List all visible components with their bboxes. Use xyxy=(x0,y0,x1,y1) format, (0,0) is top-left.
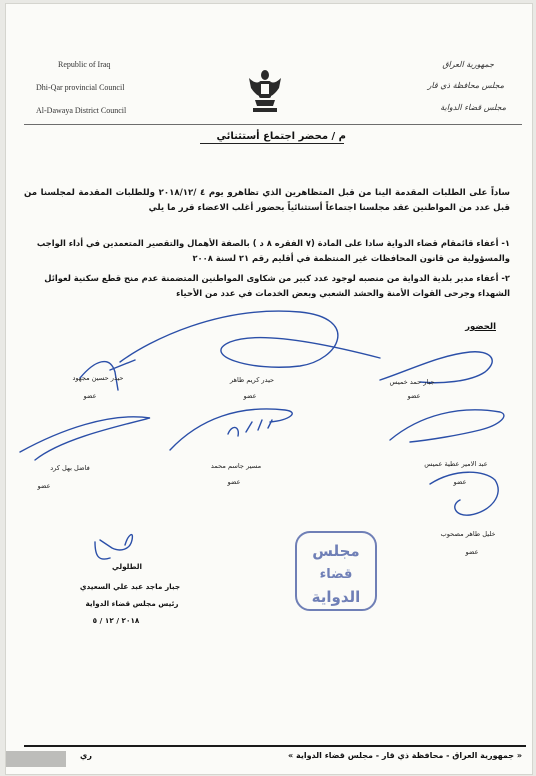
signature-chair xyxy=(95,535,132,560)
signatory-role-6: عضو xyxy=(37,482,51,490)
signatory-role-7: عضو xyxy=(465,548,479,556)
footer-bar xyxy=(0,745,536,769)
signatory-name-2: حيدر كريم ظاهر xyxy=(229,376,275,384)
document-title: م / محضر اجتماع أستثنائي xyxy=(216,131,346,142)
footer-rule xyxy=(24,745,526,747)
chair-title: رئيس مجلس قضاء الدواية xyxy=(85,599,179,608)
iraq-eagle-emblem-icon xyxy=(245,66,285,116)
signatory-name-6: فاضل بهل كرد xyxy=(50,464,90,472)
header-en-line2: Dhi-Qar provincial Council xyxy=(36,83,125,92)
signatory-name-3: حيدر حسين مجهود xyxy=(72,374,124,382)
chair-signature-label: الطلولي xyxy=(111,562,143,571)
header-ar-line2: مجلس محافظة ذي قار xyxy=(427,81,504,90)
signatory-role-5: عضو xyxy=(227,478,241,486)
header-ar-line3: مجلس قضاء الدواية xyxy=(440,103,506,112)
signature-abdulamir xyxy=(390,410,504,442)
title-underline xyxy=(200,143,344,144)
footer-smudge xyxy=(6,751,66,767)
header-divider xyxy=(24,124,522,125)
signatory-name-4: عبد الامير عطية عميس xyxy=(424,460,488,468)
header-en-line3: Al-Dawaya District Council xyxy=(36,106,127,115)
signature-fadil xyxy=(20,417,150,460)
chair-name: جبار ماجد عبد علي السعيدي xyxy=(79,582,181,591)
stamp-middle-text: قضاء xyxy=(319,567,353,582)
signature-musir xyxy=(170,409,292,450)
stamp-top-text: مجلس xyxy=(312,542,360,560)
present-label: الحضور xyxy=(465,322,496,332)
signatory-role-4: عضو xyxy=(453,478,467,486)
signatory-name-7: خليل طاهر مصحوب xyxy=(440,530,496,538)
intro-paragraph: ساداً على الطلبات المقدمة الينا من قبل المتظاهرين الذي تظاهرو يوم ٤ /٢٠١٨/١٢ وللطلبات المقدمة لمجلسنا من قبل عدد من المواطنين عقد مجلسنا اجتماعاً أستثنائياً بحضور أغلب الاعضاء قرر ما يلي xyxy=(24,188,510,213)
header-en-line1: Republic of Iraq xyxy=(58,60,111,69)
signatory-role-1: عضو xyxy=(407,392,421,400)
signature-haider-karim xyxy=(120,311,380,367)
council-stamp-icon xyxy=(286,520,386,620)
resolution-item-1: ١- أعفاء قائمقام قضاء الدواية سادا على المادة (٧ الفقره ٨ د ) بالصفة الأهمال والتقصير المتعمدين في أداء الواجب والمسؤولية من قانون المحافظات غير المنتظمة في أقليم رقم ٢١ لسنة ٢٠٠٨ xyxy=(36,238,510,263)
chair-date: ٢٠١٨ / ١٢ / ٥ xyxy=(92,616,140,625)
signatory-role-3: عضو xyxy=(83,392,97,400)
footer-left-mark: ري xyxy=(80,751,92,760)
signatures-layer xyxy=(0,300,536,590)
signatory-role-2: عضو xyxy=(243,392,257,400)
signatory-name-1: جبار حمد خميس xyxy=(389,378,435,386)
resolution-item-2: ٢- أعفاء مدير بلدية الدواية من منصبه لوجود عدد كبير من شكاوى المواطنين المتضمنة عدم منح قطع سكنية لعوائل الشهداء وجرحى القوات الأمنة والحشد الشعبي وبعض الخدمات في عدد من الأحياء xyxy=(44,273,510,298)
signatory-name-5: مسير جاسم محمد xyxy=(210,462,262,470)
header-ar-line1: جمهورية العراق xyxy=(442,60,494,69)
footer-text: « جمهورية العراق - محافظة ذي قار - مجلس قضاء الدواية » xyxy=(288,751,522,760)
stamp-bottom-text: الدواية xyxy=(311,588,361,606)
